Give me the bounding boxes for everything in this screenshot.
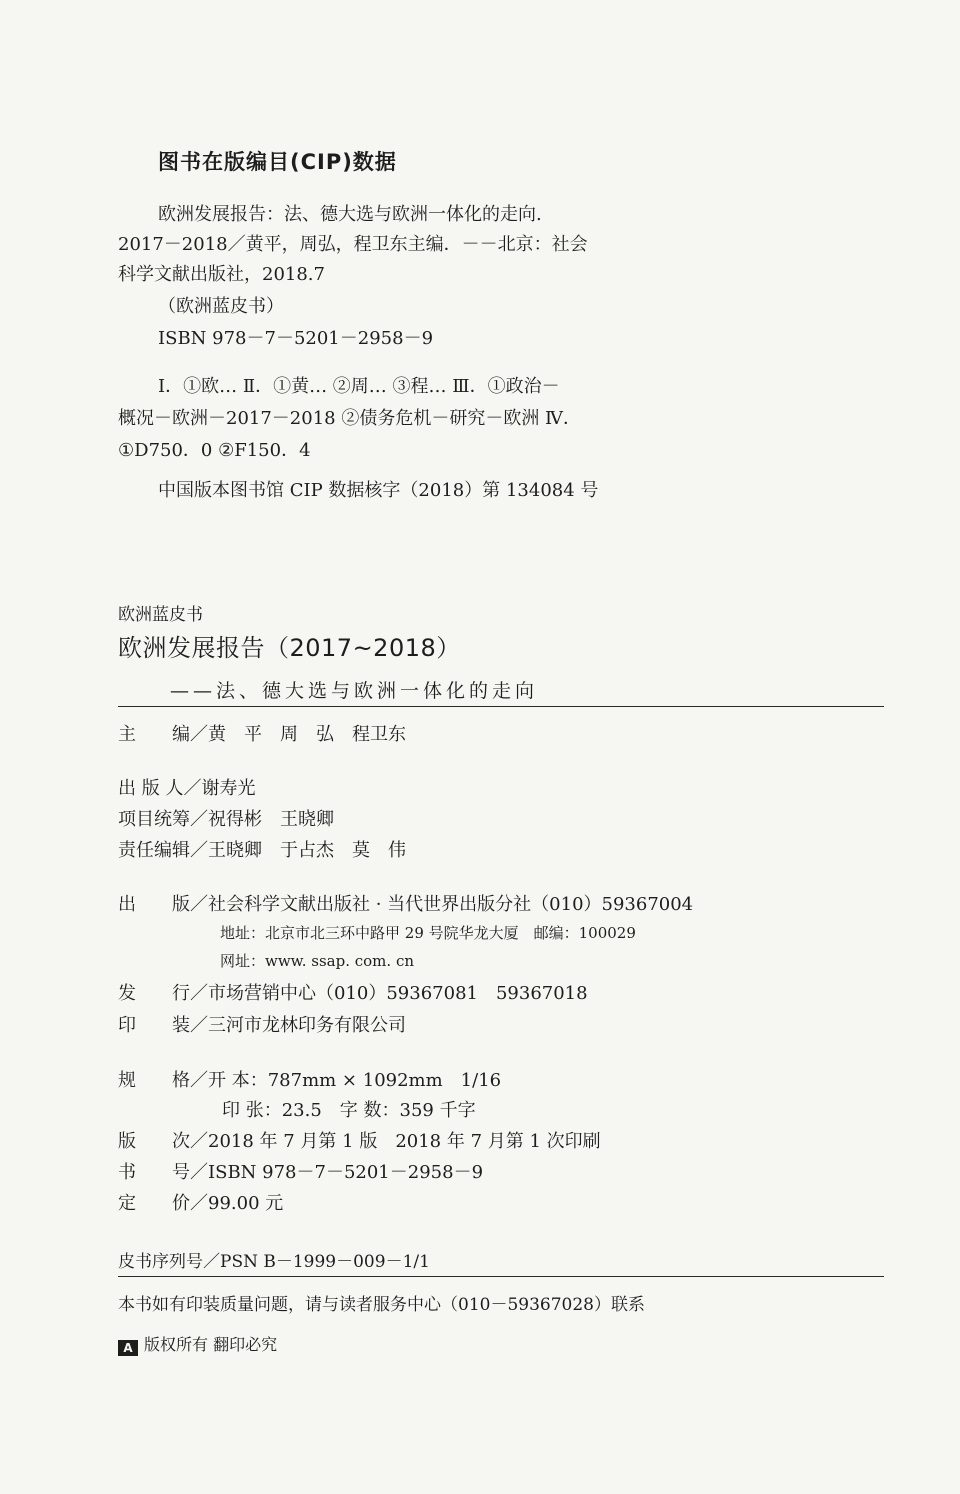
price-row bbox=[118, 1189, 283, 1215]
printing-row bbox=[118, 1011, 406, 1037]
distribution-value: 市场营销中心（010）59367081 59367018 bbox=[208, 983, 588, 1004]
book-title: 欧洲发展报告（2017~2018） bbox=[118, 634, 461, 662]
cip-line: 欧洲发展报告：法、德大选与欧洲一体化的走向. bbox=[158, 204, 542, 225]
isbn-row bbox=[118, 1158, 483, 1184]
publisher-person-label: 出 版 人／ bbox=[118, 778, 202, 799]
publish-label: 出 版／ bbox=[118, 894, 208, 915]
responsible-editor-row bbox=[118, 836, 406, 862]
editors-value: 黄 平 周 弘 程卫东 bbox=[208, 724, 406, 745]
editors-row bbox=[118, 720, 406, 746]
publisher-address: 地址：北京市北三环中路甲 29 号院华龙大厦 邮编：100029 bbox=[220, 924, 636, 942]
cip-heading: 图书在版编目(CIP)数据 bbox=[158, 150, 397, 174]
format-value: 开 本：787mm × 1092mm 1/16 bbox=[208, 1070, 502, 1091]
cip-line: （欧洲蓝皮书） bbox=[158, 296, 284, 317]
publisher-person-value: 谢寿光 bbox=[201, 778, 256, 799]
printing-value: 三河市龙林印务有限公司 bbox=[208, 1015, 406, 1036]
edition-row bbox=[118, 1127, 601, 1153]
responsible-editor-label: 责任编辑／ bbox=[118, 840, 208, 861]
format-row bbox=[118, 1066, 501, 1092]
series-name: 欧洲蓝皮书 bbox=[118, 605, 203, 625]
edition-label: 版 次／ bbox=[118, 1131, 208, 1152]
book-subtitle: ——法、德大选与欧洲一体化的走向 bbox=[170, 680, 539, 702]
copyright-text: 版权所有 翻印必究 bbox=[144, 1335, 278, 1354]
publisher-website: 网址：www. ssap. com. cn bbox=[220, 952, 415, 970]
publisher-logo-icon: A bbox=[118, 1340, 138, 1356]
cip-line: 科学文献出版社，2018.7 bbox=[118, 264, 325, 285]
series-serial: 皮书序列号／PSN B－1999－009－1/1 bbox=[118, 1252, 430, 1272]
publisher-person-row bbox=[118, 774, 255, 800]
format-label: 规 格／ bbox=[118, 1070, 208, 1091]
coordinator-label: 项目统筹／ bbox=[118, 809, 208, 830]
copyright-row bbox=[118, 1332, 277, 1356]
service-notice: 本书如有印装质量问题，请与读者服务中心（010－59367028）联系 bbox=[118, 1295, 645, 1315]
coordinator-value: 祝得彬 王晓卿 bbox=[208, 809, 334, 830]
cip-line: ISBN 978－7－5201－2958－9 bbox=[158, 328, 434, 349]
distribution-row bbox=[118, 979, 588, 1005]
isbn-label: 书 号／ bbox=[118, 1162, 208, 1183]
edition-value: 2018 年 7 月第 1 版 2018 年 7 月第 1 次印刷 bbox=[208, 1131, 601, 1152]
printing-label: 印 装／ bbox=[118, 1015, 208, 1036]
distribution-label: 发 行／ bbox=[118, 983, 208, 1004]
publish-row bbox=[118, 890, 693, 916]
cip-classification: ①D750．0 ②F150．4 bbox=[118, 440, 311, 461]
price-label: 定 价／ bbox=[118, 1193, 208, 1214]
cip-line: 2017－2018／黄平，周弘，程卫东主编．－－北京：社会 bbox=[118, 234, 588, 255]
publish-value: 社会科学文献出版社 · 当代世界出版分社（010）59367004 bbox=[208, 894, 694, 915]
editors-label: 主 编／ bbox=[118, 724, 208, 745]
cip-classification: 概况－欧洲－2017－2018 ②债务危机－研究－欧洲 Ⅳ． bbox=[118, 408, 582, 429]
isbn-value: ISBN 978－7－5201－2958－9 bbox=[208, 1162, 484, 1183]
cip-classification: Ⅰ．①欧… Ⅱ．①黄… ②周… ③程… Ⅲ．①政治－ bbox=[158, 376, 560, 397]
coordinator-row bbox=[118, 805, 334, 831]
sheets-value: 印 张：23.5 字 数：359 千字 bbox=[222, 1100, 476, 1121]
responsible-editor-value: 王晓卿 于占杰 莫 伟 bbox=[208, 840, 406, 861]
price-value: 99.00 元 bbox=[208, 1193, 284, 1214]
divider bbox=[118, 1276, 884, 1277]
cip-verify-number: 中国版本图书馆 CIP 数据核字（2018）第 134084 号 bbox=[158, 480, 599, 501]
divider bbox=[118, 706, 884, 707]
